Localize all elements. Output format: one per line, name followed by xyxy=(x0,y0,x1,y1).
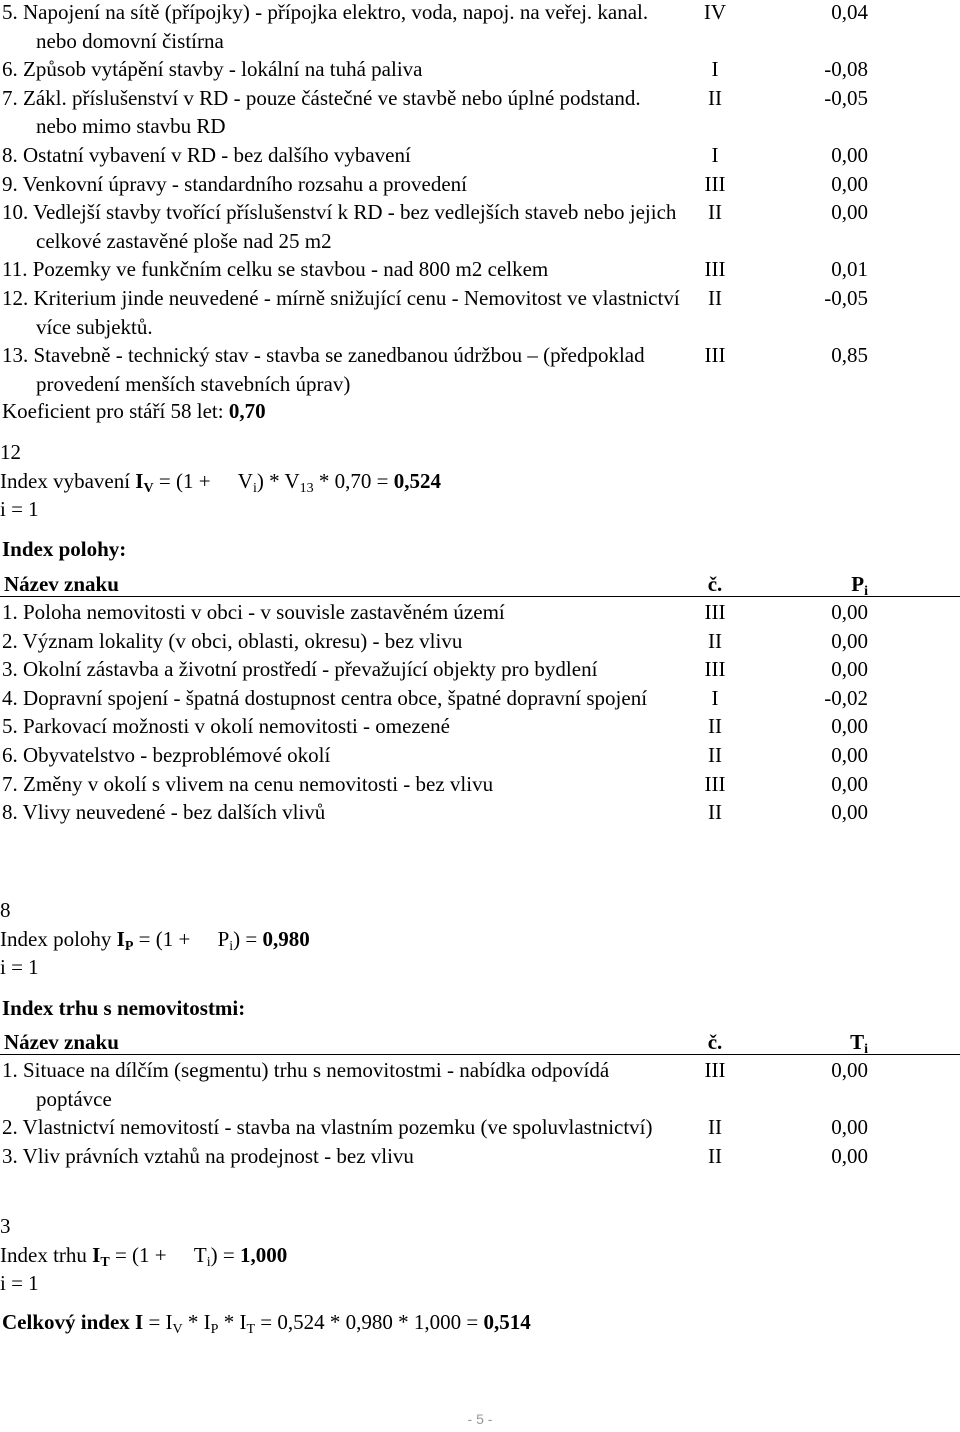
table-row xyxy=(0,598,960,627)
formula-open: = (1 + xyxy=(109,1242,172,1267)
row-class: III xyxy=(704,257,726,282)
sum-term: V xyxy=(237,468,253,493)
row-value: 0,00 xyxy=(831,628,868,653)
row-text: 7. Změny v okolí s vlivem na cenu nemovitosti - bez vlivu xyxy=(2,771,494,796)
section-title-polohy: Index polohy: xyxy=(2,537,127,561)
age-coefficient xyxy=(0,397,266,426)
table-header-trhu xyxy=(0,1028,960,1057)
row-value: 0,04 xyxy=(831,0,868,24)
header-number: č. xyxy=(707,1030,723,1054)
row-class: II xyxy=(708,800,722,825)
row-value: 0,00 xyxy=(831,1058,868,1082)
row-class: II xyxy=(708,1143,722,1168)
total-sub-p: P xyxy=(210,1322,219,1337)
equipment-table xyxy=(0,0,960,398)
index-symbol: I xyxy=(92,1242,101,1267)
header-underline xyxy=(0,1054,960,1055)
row-value: 0,00 xyxy=(831,1115,868,1140)
index-polohy-formula xyxy=(0,896,960,980)
row-text: 11. Pozemky ve funkčním celku se stavbou - nad 800 m2 celkem xyxy=(2,257,549,282)
table-row xyxy=(0,741,960,770)
formula-line xyxy=(0,467,960,496)
row-text: 5. Parkovací možnosti v okolí nemovitosti - omezené xyxy=(2,714,450,739)
row-class: I xyxy=(711,142,719,167)
table-row xyxy=(0,255,960,284)
row-class: III xyxy=(704,771,726,796)
sum-term-subscript: i xyxy=(252,480,257,496)
formula-tail: ) = xyxy=(210,1242,240,1267)
header-coef-symbol: T xyxy=(850,1030,865,1054)
sum-upper-limit: 3 xyxy=(0,1214,11,1238)
row-class: II xyxy=(708,1115,722,1140)
header-coefficient xyxy=(748,1028,868,1057)
index-subscript: T xyxy=(100,1254,110,1270)
section-title-trhu: Index trhu s nemovitostmi: xyxy=(2,996,246,1020)
row-class: II xyxy=(708,285,722,310)
polohy-table xyxy=(0,598,960,827)
row-text: 1. Poloha nemovitosti v obci - v souvisle zastavěném území xyxy=(2,600,505,624)
table-row xyxy=(0,655,960,684)
sum-upper-limit: 12 xyxy=(0,440,21,464)
table-row xyxy=(0,770,960,799)
total-sub-t: T xyxy=(246,1322,256,1337)
page-number: - 5 - xyxy=(467,1411,493,1427)
row-text: 13. Stavebně - technický stav - stavba se zanedbanou údržbou – (předpoklad provedení menších stavebních úprav) xyxy=(2,343,645,396)
table-row xyxy=(0,798,960,827)
header-coefficient xyxy=(748,570,868,599)
row-value: 0,00 xyxy=(831,1143,868,1168)
formula-prefix: Index vybavení xyxy=(0,468,136,493)
table-row xyxy=(0,627,960,656)
sum-lower-limit: i = 1 xyxy=(0,1271,39,1296)
row-value: -0,05 xyxy=(824,85,868,110)
total-result: 0,514 xyxy=(483,1310,531,1334)
row-class: IV xyxy=(703,0,727,24)
header-underline xyxy=(0,596,960,597)
total-sub-v: V xyxy=(172,1322,183,1337)
index-subscript: P xyxy=(124,938,134,954)
formula-prefix: Index polohy xyxy=(0,926,117,951)
table-row xyxy=(0,198,960,255)
table-row xyxy=(0,84,960,141)
age-label: Koeficient pro stáří 58 let: xyxy=(2,399,229,423)
formula-result: 0,980 xyxy=(262,926,310,951)
row-class: II xyxy=(708,742,722,767)
row-value: -0,02 xyxy=(824,685,868,710)
formula-result: 0,524 xyxy=(393,468,441,493)
header-name: Název znaku xyxy=(4,1030,119,1054)
row-text: 2. Vlastnictví nemovitostí - stavba na vlastním pozemku (ve spoluvlastnictví) xyxy=(2,1115,653,1140)
row-text: 6. Způsob vytápění stavby - lokální na tuhá paliva xyxy=(2,57,423,82)
row-class: I xyxy=(711,685,719,710)
table-row xyxy=(0,684,960,713)
row-value: 0,00 xyxy=(831,771,868,796)
row-text: 9. Venkovní úpravy - standardního rozsahu a provedení xyxy=(2,171,467,196)
formula-line xyxy=(0,1241,960,1270)
row-text: 8. Vlivy neuvedené - bez dalších vlivů xyxy=(2,800,326,825)
header-coef-subscript: i xyxy=(864,584,868,599)
row-text: 5. Napojení na sítě (přípojky) - přípojka elektro, voda, napoj. na veřej. kanal. nebo domovní čistírna xyxy=(2,0,649,53)
table-row xyxy=(0,0,960,55)
table-row xyxy=(0,284,960,341)
total-index xyxy=(0,1308,531,1337)
age-value: 0,70 xyxy=(228,399,266,423)
row-value: 0,85 xyxy=(831,343,868,368)
total-expr: = 0,524 * 0,980 * 1,000 = xyxy=(255,1310,484,1334)
row-class: III xyxy=(704,343,726,368)
table-row xyxy=(0,712,960,741)
header-coef-symbol: P xyxy=(851,572,865,596)
header-number: č. xyxy=(707,572,723,596)
row-text: 3. Okolní zástavba a životní prostředí - převažující objekty pro bydlení xyxy=(2,657,598,682)
index-subscript: V xyxy=(143,480,154,496)
row-value: 0,00 xyxy=(831,171,868,196)
row-class: III xyxy=(704,657,726,682)
header-coef-subscript: i xyxy=(864,1042,868,1057)
sum-upper-limit: 8 xyxy=(0,898,11,922)
row-value: 0,00 xyxy=(831,200,868,225)
trhu-table xyxy=(0,1056,960,1170)
row-value: 0,01 xyxy=(831,257,868,282)
formula-prefix: Index trhu xyxy=(0,1242,93,1267)
row-class: II xyxy=(708,714,722,739)
table-row xyxy=(0,55,960,84)
row-value: 0,00 xyxy=(831,714,868,739)
table-row xyxy=(0,1113,960,1142)
row-text: 3. Vliv právních vztahů na prodejnost - bez vlivu xyxy=(2,1143,414,1168)
formula-open: = (1 + xyxy=(153,468,216,493)
index-trhu-formula xyxy=(0,1212,960,1296)
table-row xyxy=(0,1142,960,1171)
row-text: 7. Zákl. příslušenství v RD - pouze částečné ve stavbě nebo úplné podstand. nebo mimo stavbu RD xyxy=(2,85,641,139)
row-value: 0,00 xyxy=(831,600,868,624)
sum-lower-limit: i = 1 xyxy=(0,497,39,522)
row-class: III xyxy=(704,1058,726,1082)
row-value: -0,08 xyxy=(824,57,868,82)
row-class: III xyxy=(704,171,726,196)
row-text: 6. Obyvatelstvo - bezproblémové okolí xyxy=(2,742,331,767)
total-mul-2: * I xyxy=(218,1310,247,1334)
formula-open: = (1 + xyxy=(133,926,196,951)
table-row xyxy=(0,1056,960,1113)
row-class: I xyxy=(711,57,719,82)
row-value: 0,00 xyxy=(831,742,868,767)
formula-line xyxy=(0,925,960,954)
total-label: Celkový index I xyxy=(2,1310,144,1334)
table-header-polohy xyxy=(0,570,960,599)
table-row xyxy=(0,341,960,398)
row-class: II xyxy=(708,85,722,110)
formula-tail: ) = xyxy=(233,926,263,951)
formula-mid: ) * V xyxy=(256,468,300,493)
row-text: 10. Vedlejší stavby tvořící příslušenství k RD - bez vedlejších staveb nebo jejich celkové zastavěné ploše nad 25 m2 xyxy=(2,200,677,253)
row-text: 2. Význam lokality (v obci, oblasti, okresu) - bez vlivu xyxy=(2,628,463,653)
row-value: 0,00 xyxy=(831,142,868,167)
row-value: 0,00 xyxy=(831,657,868,682)
row-text: 1. Situace na dílčím (segmentu) trhu s nemovitostmi - nabídka odpovídá poptávce xyxy=(2,1058,610,1111)
row-text: 4. Dopravní spojení - špatná dostupnost centra obce, špatné dopravní spojení xyxy=(2,685,648,710)
sum-term: P xyxy=(217,926,230,951)
index-vybaveni-formula xyxy=(0,438,960,522)
row-class: II xyxy=(708,200,722,225)
formula-mid-subscript: 13 xyxy=(299,480,314,496)
sum-term: T xyxy=(193,1242,207,1267)
row-class: II xyxy=(708,628,722,653)
formula-result: 1,000 xyxy=(239,1242,288,1267)
row-text: 8. Ostatní vybavení v RD - bez dalšího vybavení xyxy=(2,142,411,167)
row-class: III xyxy=(704,600,726,624)
sum-term-subscript: i xyxy=(229,938,234,954)
row-value: 0,00 xyxy=(831,800,868,825)
formula-tail: * 0,70 = xyxy=(313,468,394,493)
sum-lower-limit: i = 1 xyxy=(0,955,39,980)
total-eq: = I xyxy=(143,1310,173,1334)
table-row xyxy=(0,170,960,199)
total-mul-1: * I xyxy=(182,1310,211,1334)
index-symbol: I xyxy=(116,926,125,951)
row-text: 12. Kriterium jinde neuvedené - mírně snižující cenu - Nemovitost ve vlastnictví více subjektů. xyxy=(2,285,680,339)
index-symbol: I xyxy=(135,468,144,493)
header-name: Název znaku xyxy=(4,572,119,596)
sum-term-subscript: i xyxy=(206,1254,211,1270)
table-row xyxy=(0,141,960,170)
row-value: -0,05 xyxy=(824,285,868,310)
